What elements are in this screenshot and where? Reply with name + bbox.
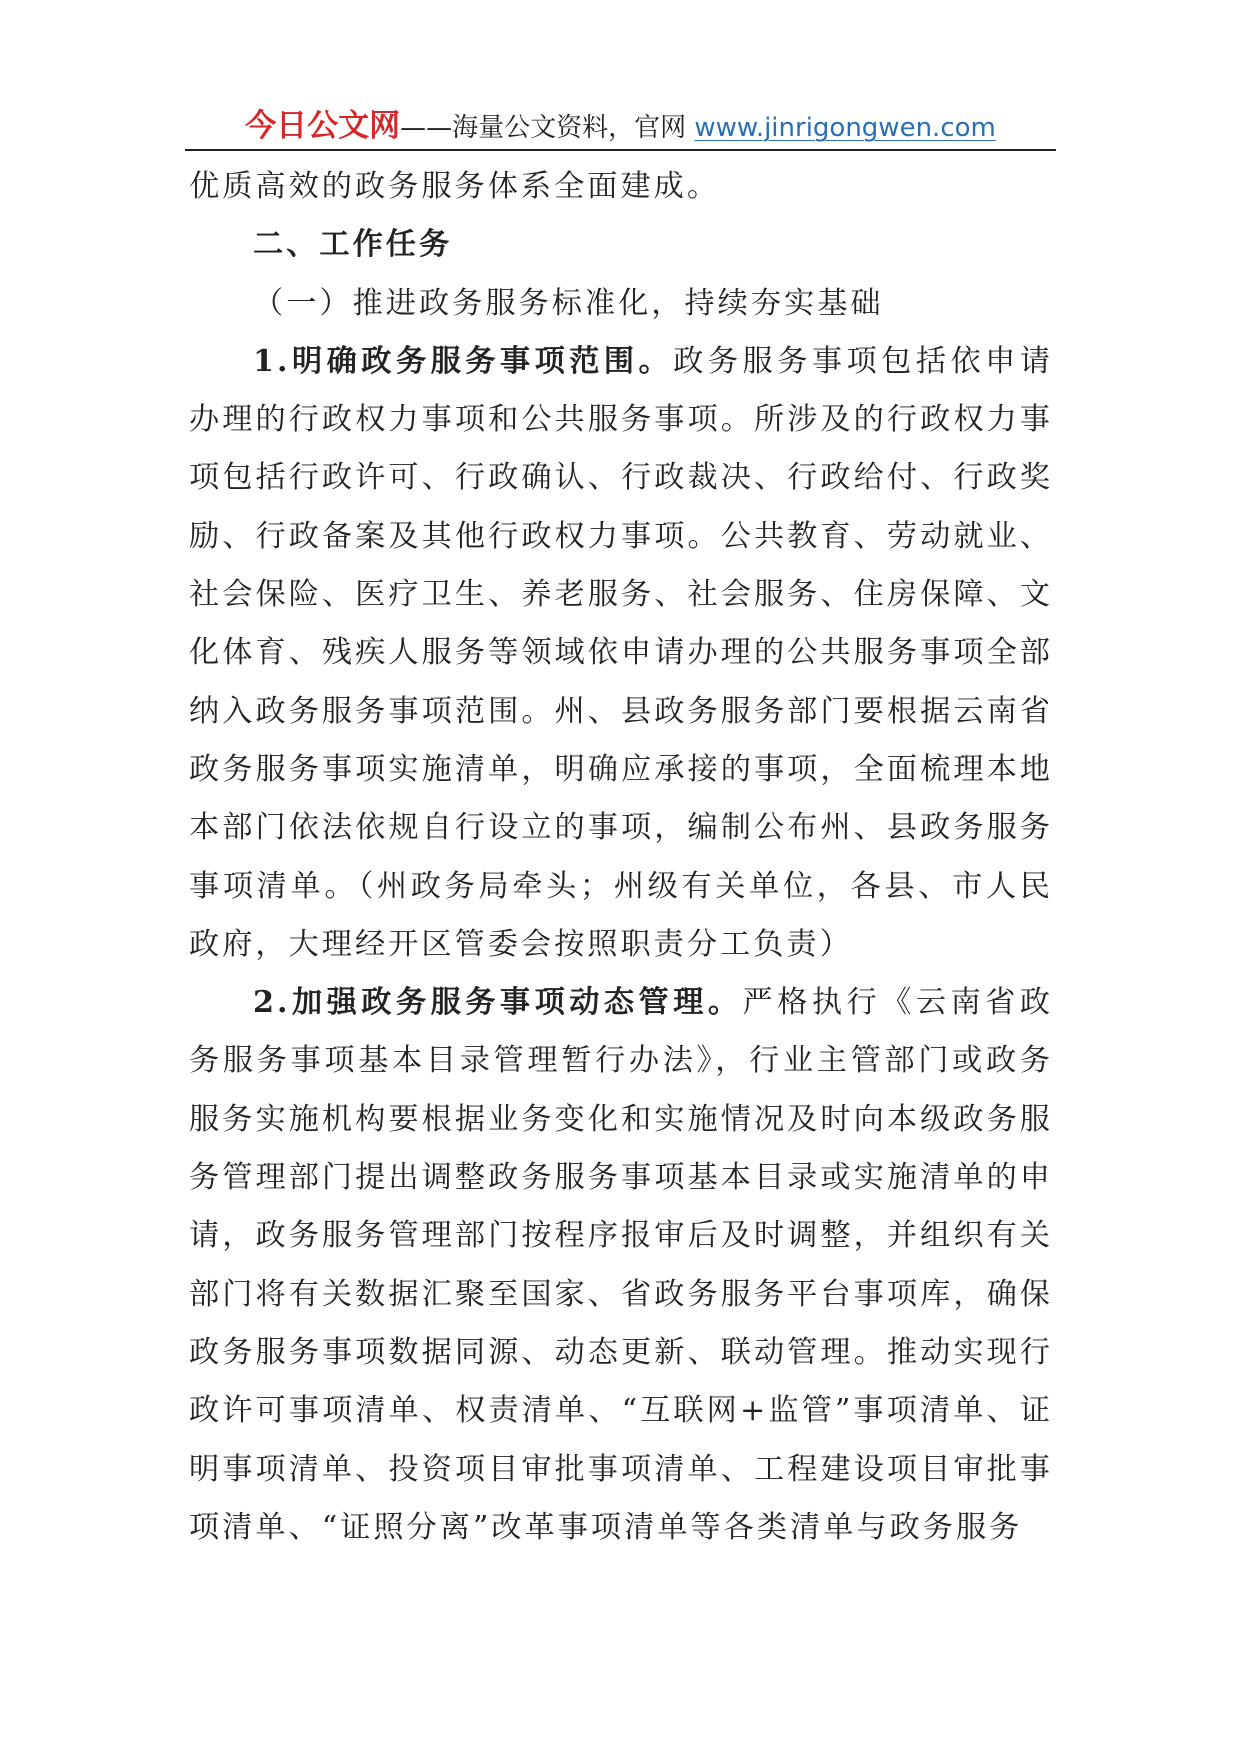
item-1-paragraph xyxy=(189,333,1053,974)
paragraph-continuation: 优质高效的政务服务体系全面建成。 xyxy=(189,169,721,204)
item-2-text: 严格执行《云南省政务服务事项基本目录管理暂行办法》，行业主管部门或政务服务实施机构要根据业务变化和实施情况及时向本级政务服务管理部门提出调整政务服务事项基本目录或实施清单的申请，政务服务管理部门按程序报审后及时调整，并组织有关部门将有关数据汇聚至国家、省政务服务平台事项库，确保政务服务事项数据同源、动态更新、联动管理。推动实现行政许可事项清单、权责清单、“互联网+监管”事项清单、证明事项清单、投资项目审批事项清单、工程建设项目审批事项清单、“证照分离”改革事项清单等各类清单与政务服务 xyxy=(189,985,1053,1545)
page-header xyxy=(185,104,1056,148)
header-url-link[interactable]: www.jinrigongwen.com xyxy=(694,113,996,143)
item-1-text: 政务服务事项包括依申请办理的行政权力事项和公共服务事项。所涉及的行政权力事项包括行政许可、行政确认、行政裁决、行政给付、行政奖励、行政备案及其他行政权力事项。公共教育、劳动就业、社会保险、医疗卫生、养老服务、社会服务、住房保障、文化体育、残疾人服务等领域依申请办理的公共服务事项全部纳入政务服务事项范围。州、县政务服务部门要根据云南省政务服务事项实施清单，明确应承接的事项，全面梳理本地本部门依法依规自行设立的事项，编制公布州、县政务服务事项清单。（州政务局牵头；州级有关单位，各县、市人民政府，大理经开区管委会按照职责分工负责） xyxy=(189,343,1053,962)
item-2-paragraph xyxy=(189,974,1053,1557)
header-tagline: ——海量公文资料，官网 xyxy=(400,113,695,143)
header-divider xyxy=(185,149,1056,151)
document-body xyxy=(189,158,1053,1557)
header-brand: 今日公文网 xyxy=(245,108,401,144)
item-1-lead: 1.明确政务服务事项范围。 xyxy=(253,343,674,379)
sub-heading: （一）推进政务服务标准化，持续夯实基础 xyxy=(253,285,884,321)
section-heading: 二、工作任务 xyxy=(253,227,453,263)
item-2-lead: 2.加强政务服务事项动态管理。 xyxy=(253,985,743,1021)
